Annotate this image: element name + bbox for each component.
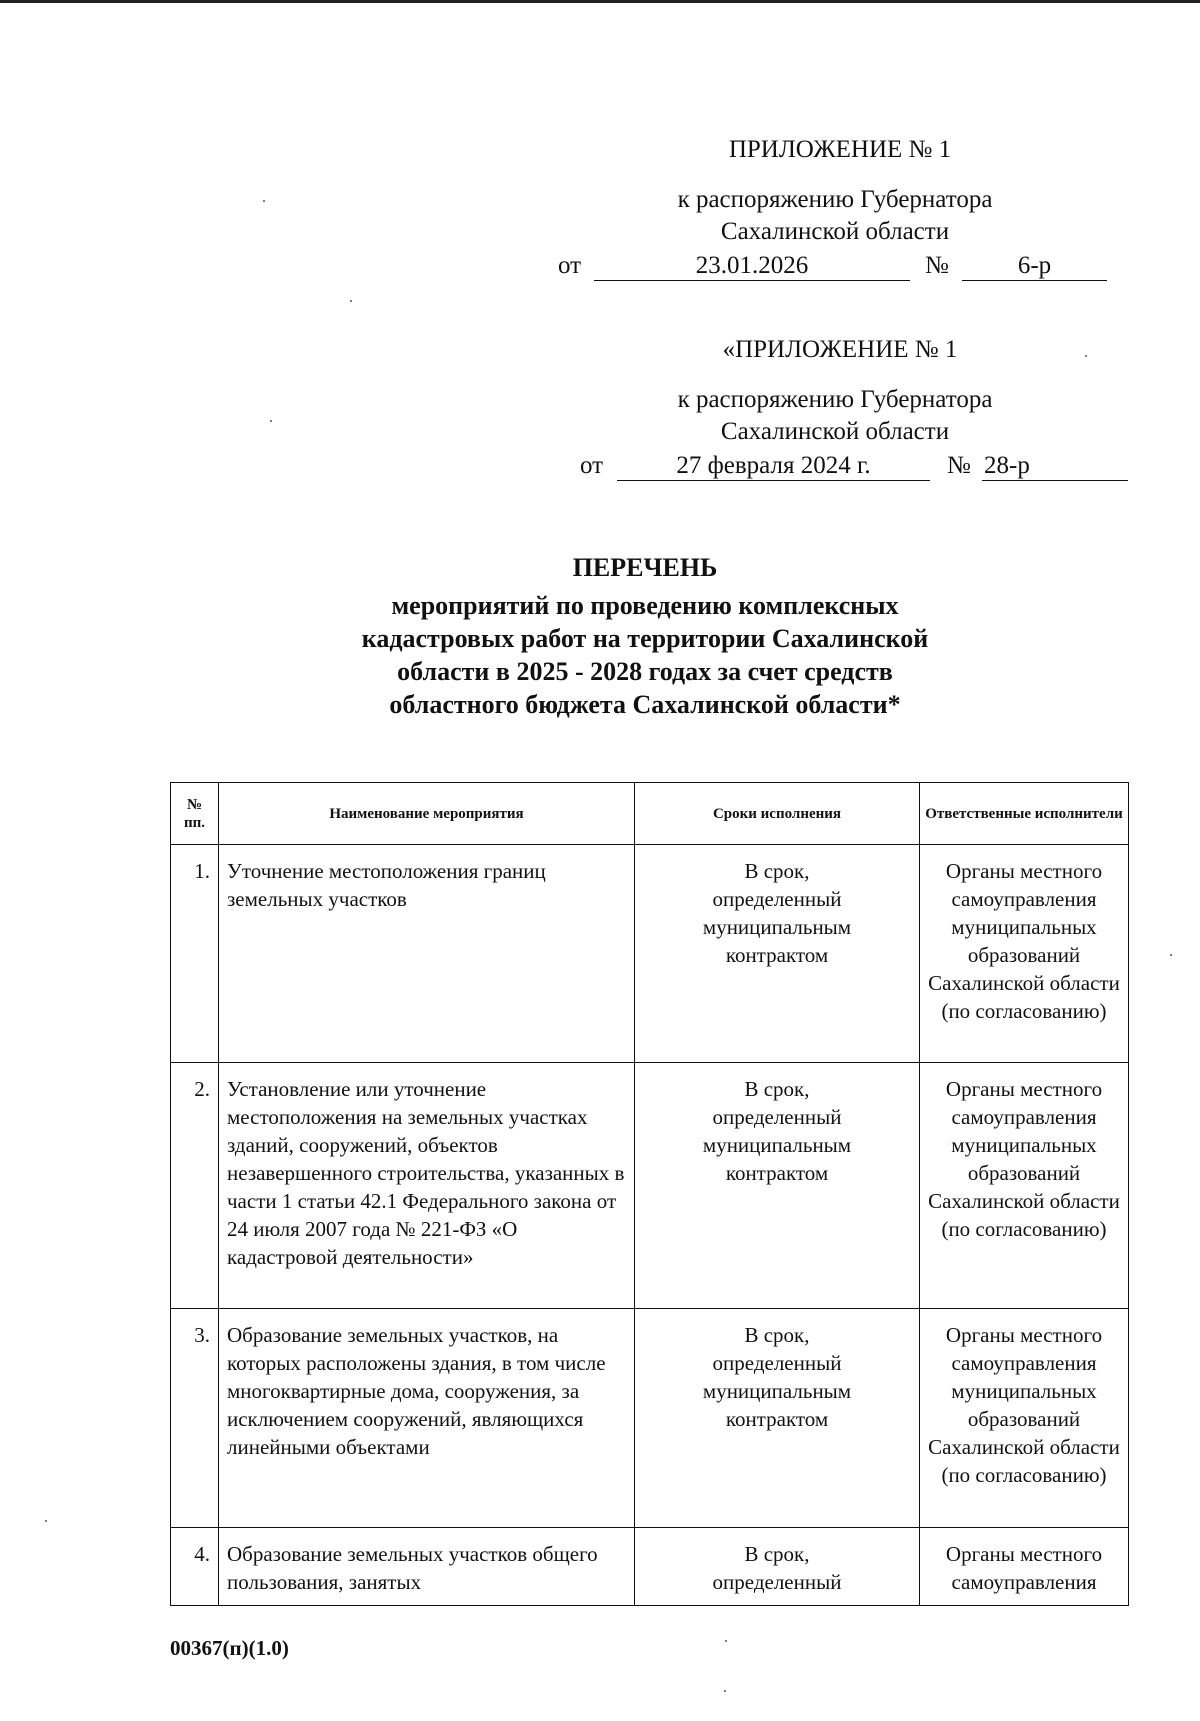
document-title-line-1: мероприятий по проведению комплексных <box>391 591 899 620</box>
row-responsible: Органы местного самоуправления муниципальных образований Сахалинской области (по согласованию) <box>920 1309 1129 1528</box>
row-responsible: Органы местного самоуправления муниципальных образований Сахалинской области (по согласованию) <box>920 1063 1129 1309</box>
document-title-line-4: областного бюджета Сахалинской области* <box>389 690 901 719</box>
scan-speck <box>725 1640 727 1642</box>
appendix-previous-date: 27 февраля 2024 г. <box>617 450 930 481</box>
appendix-previous-num-label: № <box>947 452 971 479</box>
row-num: 1. <box>171 845 219 1063</box>
scan-speck <box>1170 954 1172 956</box>
row-terms <box>635 1063 920 1309</box>
scan-speck <box>350 300 352 302</box>
appendix-current-line2: Сахалинской области <box>720 218 950 245</box>
row-terms-text: В срок, определенный муниципальным контрактом <box>702 859 852 967</box>
header-responsible: Ответственные исполнители <box>920 783 1129 845</box>
row-responsible: Органы местного самоуправления муниципальных образований Сахалинской области (по согласованию) <box>920 845 1129 1063</box>
footer-code: 00367(п)(1.0) <box>170 1636 289 1660</box>
row-terms-text: В срок, определенный муниципальным контрактом <box>702 1323 852 1431</box>
row-name: Уточнение местоположения границ земельных участков <box>219 845 635 1063</box>
document-title-line-3: области в 2025 - 2028 годах за счет средств <box>397 657 893 686</box>
row-terms <box>635 1309 920 1528</box>
row-terms <box>635 845 920 1063</box>
table-row <box>171 1063 1129 1309</box>
header-terms: Сроки исполнения <box>635 783 920 845</box>
header-name: Наименование мероприятия <box>219 783 635 845</box>
scan-speck <box>270 420 272 422</box>
document-title-line-2: кадастровых работ на территории Сахалинской <box>361 624 929 653</box>
row-num: 3. <box>171 1309 219 1528</box>
appendix-previous-number-text: 28-р <box>984 452 1030 479</box>
row-terms-text: В срок, определенный муниципальным контрактом <box>702 1077 852 1185</box>
measures-table <box>170 782 1129 1606</box>
appendix-current-line1: к распоряжению Губернатора <box>677 186 993 213</box>
table-header-row <box>171 783 1129 845</box>
row-name: Образование земельных участков, на которых расположены здания, в том числе многоквартирные дома, сооружения, за исключением сооружений, являющихся линейными объектами <box>219 1309 635 1528</box>
row-name: Установление или уточнение местоположения на земельных участках зданий, сооружений, объектов незавершенного строительства, указанных в части 1 статьи 42.1 Федерального закона от 24 июля 2007 года № 221-ФЗ «О кадастровой деятельности» <box>219 1063 635 1309</box>
scan-top-edge <box>0 0 1200 3</box>
header-num: № пп. <box>171 783 219 845</box>
appendix-current-num-label: № <box>925 252 949 279</box>
appendix-current-date: 23.01.2026 <box>594 250 910 281</box>
row-num: 4. <box>171 1528 219 1606</box>
appendix-previous-line1: к распоряжению Губернатора <box>677 386 993 413</box>
appendix-previous-from-label: от <box>580 452 604 479</box>
appendix-current-title: ПРИЛОЖЕНИЕ № 1 <box>728 136 952 163</box>
document-heading: ПЕРЕЧЕНЬ <box>572 553 718 582</box>
appendix-previous-title: «ПРИЛОЖЕНИЕ № 1 <box>722 336 958 363</box>
row-terms-text: В срок, определенный <box>712 1542 842 1594</box>
row-num: 2. <box>171 1063 219 1309</box>
table-row <box>171 1528 1129 1606</box>
scan-speck <box>1085 355 1087 357</box>
scan-speck <box>45 1520 47 1522</box>
appendix-current-number: 6-р <box>962 250 1107 281</box>
scan-speck <box>724 1690 726 1692</box>
appendix-previous-line2: Сахалинской области <box>720 418 950 445</box>
row-terms <box>635 1528 920 1606</box>
row-name: Образование земельных участков общего пользования, занятых <box>219 1528 635 1606</box>
table-row <box>171 845 1129 1063</box>
table-row <box>171 1309 1129 1528</box>
appendix-previous-number <box>982 450 1128 481</box>
row-responsible: Органы местного самоуправления <box>920 1528 1129 1606</box>
appendix-current-from-label: от <box>558 252 582 279</box>
scan-speck <box>263 200 265 202</box>
